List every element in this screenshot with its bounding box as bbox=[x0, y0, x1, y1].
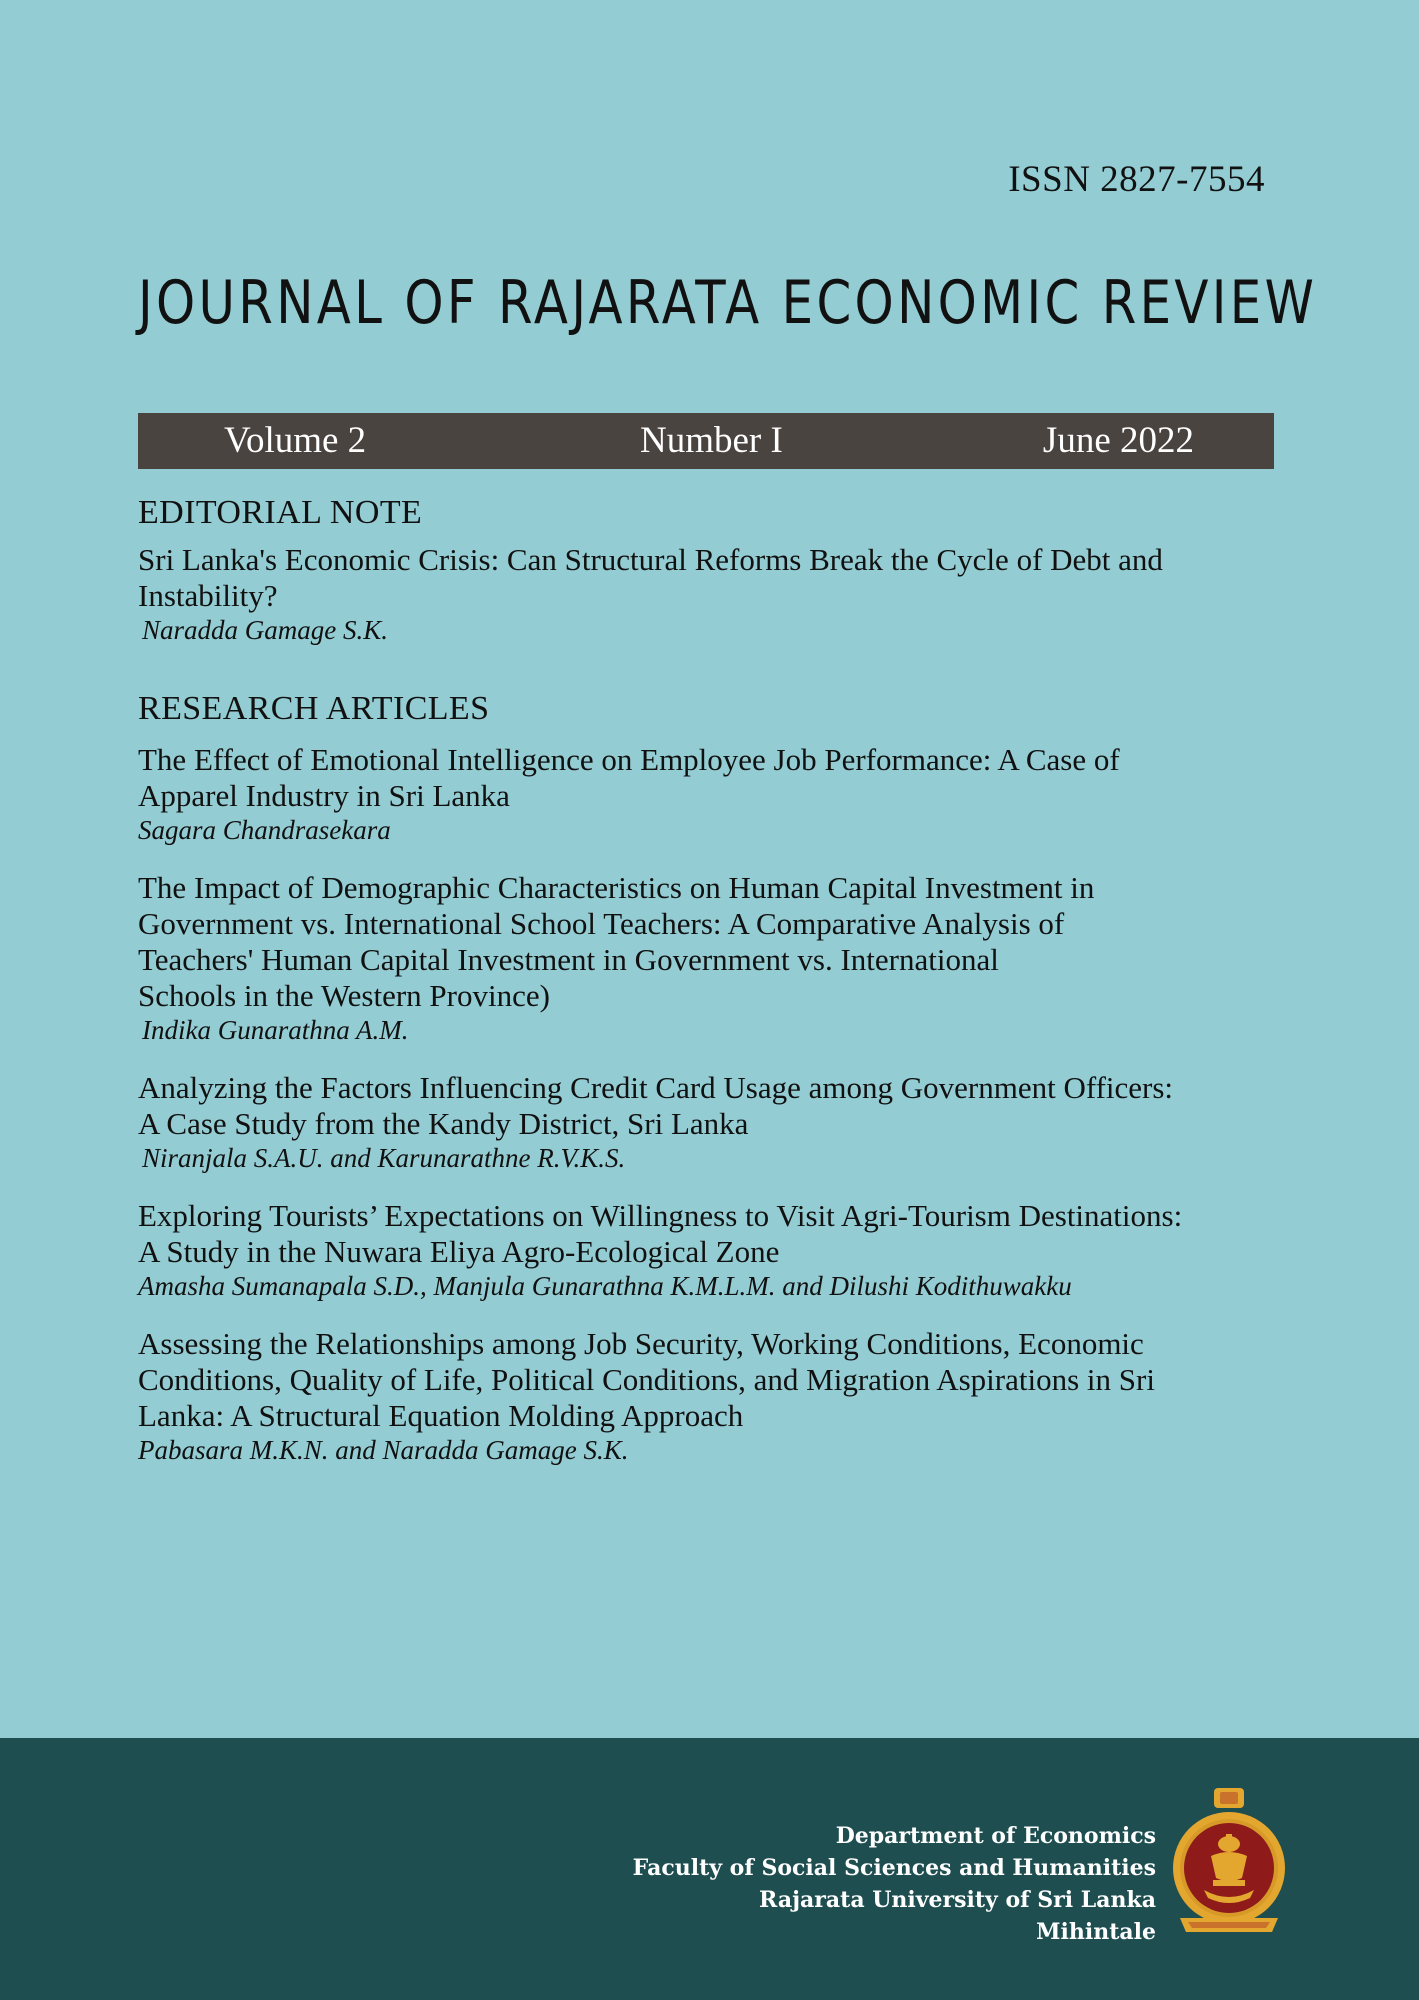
article-title-line: A Case Study from the Kandy District, Sri Lanka bbox=[138, 1106, 749, 1141]
research-heading: RESEARCH ARTICLES bbox=[138, 690, 490, 727]
article-authors: Sagara Chandrasekara bbox=[138, 815, 391, 845]
article-item bbox=[138, 1198, 1288, 1302]
article-title-line: The Impact of Demographic Characteristics on Human Capital Investment in bbox=[138, 870, 1095, 905]
article-authors: Pabasara M.K.N. and Naradda Gamage S.K. bbox=[138, 1435, 629, 1465]
university-seal-icon bbox=[1168, 1786, 1290, 1940]
article-authors: Indika Gunarathna A.M. bbox=[142, 1015, 409, 1045]
faculty-name: Faculty of Social Sciences and Humanities bbox=[632, 1855, 1156, 1881]
editorial-author: Naradda Gamage S.K. bbox=[142, 615, 389, 645]
article-title-line: Analyzing the Factors Influencing Credit Card Usage among Government Officers: bbox=[138, 1070, 1174, 1105]
editorial-title-line: Sri Lanka's Economic Crisis: Can Structural Reforms Break the Cycle of Debt and bbox=[138, 542, 1163, 577]
article-authors: Niranjala S.A.U. and Karunarathne R.V.K.S. bbox=[142, 1143, 626, 1173]
issue-date: June 2022 bbox=[1042, 420, 1194, 461]
article-title bbox=[138, 1070, 1288, 1142]
article-item bbox=[138, 742, 1288, 846]
article-title bbox=[138, 870, 1288, 1014]
publisher-info bbox=[633, 1820, 1156, 1948]
article-authors: Amasha Sumanapala S.D., Manjula Gunarathna K.M.L.M. and Dilushi Kodithuwakku bbox=[138, 1271, 1072, 1301]
article-title-line: Conditions, Quality of Life, Political Conditions, and Migration Aspirations in Sri bbox=[138, 1362, 1155, 1397]
article-title-line: Schools in the Western Province) bbox=[138, 978, 550, 1013]
editorial-title bbox=[138, 542, 1288, 614]
research-section bbox=[138, 690, 1288, 1490]
editorial-heading: EDITORIAL NOTE bbox=[138, 494, 423, 531]
issue-volume: Volume 2 bbox=[224, 420, 367, 461]
editorial-article bbox=[138, 542, 1288, 646]
article-title bbox=[138, 1326, 1288, 1434]
issue-bar bbox=[138, 413, 1274, 469]
footer bbox=[0, 1738, 1419, 2000]
article-title-line: The Effect of Emotional Intelligence on Employee Job Performance: A Case of bbox=[138, 742, 1120, 777]
article-title-line: Lanka: A Structural Equation Molding Approach bbox=[138, 1398, 744, 1433]
article-list bbox=[138, 742, 1288, 1466]
location-name: Mihintale bbox=[1036, 1919, 1156, 1945]
department-name: Department of Economics bbox=[835, 1823, 1156, 1849]
issn: ISSN 2827-7554 bbox=[1008, 159, 1265, 200]
journal-title: JOURNAL OF RAJARATA ECONOMIC REVIEW bbox=[138, 268, 1318, 338]
article-item bbox=[138, 1326, 1288, 1466]
article-title-line: A Study in the Nuwara Eliya Agro-Ecological Zone bbox=[138, 1234, 780, 1269]
article-title-line: Teachers' Human Capital Investment in Government vs. International bbox=[138, 942, 999, 977]
article-title-line: Apparel Industry in Sri Lanka bbox=[138, 778, 510, 813]
article-title bbox=[138, 742, 1288, 814]
article-title-line: Assessing the Relationships among Job Security, Working Conditions, Economic bbox=[138, 1326, 1144, 1361]
issue-number: Number I bbox=[640, 420, 783, 461]
university-name: Rajarata University of Sri Lanka bbox=[759, 1887, 1156, 1913]
article-title bbox=[138, 1198, 1288, 1270]
editorial-section bbox=[138, 494, 1288, 646]
article-item bbox=[138, 870, 1288, 1046]
article-title-line: Exploring Tourists’ Expectations on Willingness to Visit Agri-Tourism Destinations: bbox=[138, 1198, 1183, 1233]
editorial-title-line: Instability? bbox=[138, 578, 278, 613]
article-title-line: Government vs. International School Teachers: A Comparative Analysis of bbox=[138, 906, 1065, 941]
article-item bbox=[138, 1070, 1288, 1174]
